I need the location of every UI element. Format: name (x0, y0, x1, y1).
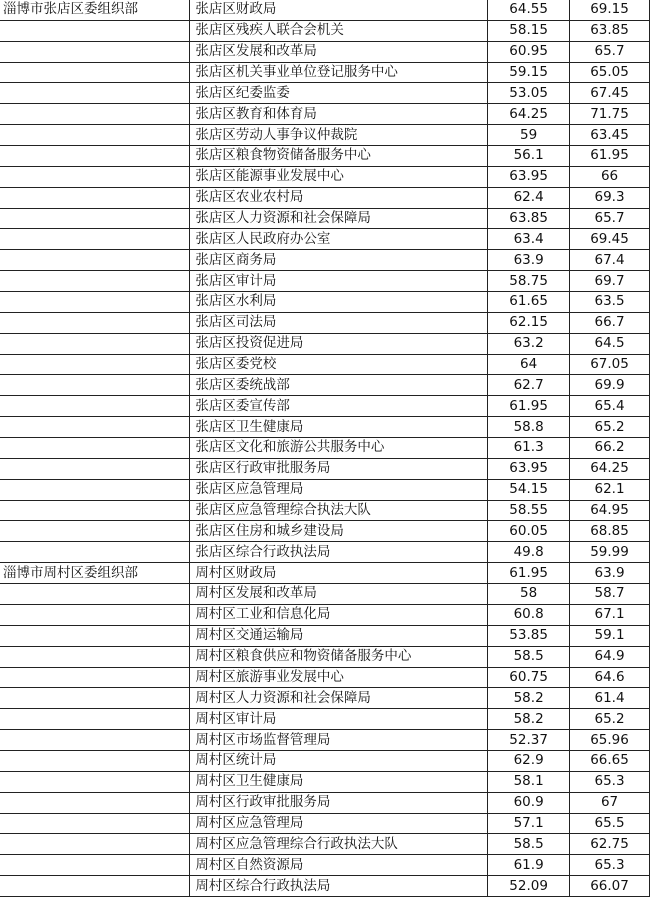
org-name-cell (0, 542, 190, 563)
score-b-cell: 65.96 (570, 730, 650, 751)
table-row (0, 584, 650, 605)
org-name-cell (0, 312, 190, 333)
table-row (0, 646, 650, 667)
org-name-cell (0, 396, 190, 417)
score-b-cell: 67.05 (570, 354, 650, 375)
org-name-cell (0, 62, 190, 83)
score-a-cell: 61.9 (488, 855, 570, 876)
score-a-cell: 63.4 (488, 229, 570, 250)
table-row (0, 438, 650, 459)
department-cell: 周村区粮食供应和物资储备服务中心 (190, 646, 488, 667)
table-row (0, 125, 650, 146)
department-cell: 张店区人力资源和社会保障局 (190, 208, 488, 229)
table-row (0, 730, 650, 751)
table-row (0, 375, 650, 396)
score-a-cell: 58.2 (488, 688, 570, 709)
department-cell: 周村区发展和改革局 (190, 584, 488, 605)
department-cell: 张店区水利局 (190, 292, 488, 313)
table-row (0, 146, 650, 167)
table-row (0, 813, 650, 834)
department-cell: 张店区教育和体育局 (190, 104, 488, 125)
table-row (0, 771, 650, 792)
org-name-cell (0, 208, 190, 229)
org-name-cell (0, 333, 190, 354)
table-row (0, 250, 650, 271)
department-cell: 张店区审计局 (190, 271, 488, 292)
score-a-cell: 52.37 (488, 730, 570, 751)
table-row (0, 417, 650, 438)
department-cell: 张店区人民政府办公室 (190, 229, 488, 250)
score-a-cell: 63.95 (488, 166, 570, 187)
score-a-cell: 58.2 (488, 709, 570, 730)
score-a-cell: 62.15 (488, 312, 570, 333)
score-a-cell: 53.05 (488, 83, 570, 104)
table-row (0, 688, 650, 709)
score-b-cell: 67 (570, 792, 650, 813)
score-b-cell: 63.85 (570, 20, 650, 41)
score-b-cell: 66.65 (570, 750, 650, 771)
score-a-cell: 63.95 (488, 458, 570, 479)
table-row (0, 312, 650, 333)
score-b-cell: 71.75 (570, 104, 650, 125)
score-a-cell: 62.4 (488, 187, 570, 208)
org-name-cell (0, 271, 190, 292)
score-b-cell: 65.3 (570, 855, 650, 876)
table-row (0, 479, 650, 500)
org-name-cell (0, 834, 190, 855)
org-name-cell (0, 417, 190, 438)
table-row (0, 41, 650, 62)
score-a-cell: 60.8 (488, 604, 570, 625)
department-cell: 周村区卫生健康局 (190, 771, 488, 792)
score-b-cell: 65.4 (570, 396, 650, 417)
score-a-cell: 63.2 (488, 333, 570, 354)
score-a-cell: 58.8 (488, 417, 570, 438)
org-name-cell (0, 855, 190, 876)
score-b-cell: 64.5 (570, 333, 650, 354)
department-cell: 周村区审计局 (190, 709, 488, 730)
score-a-cell: 61.3 (488, 438, 570, 459)
org-name-cell (0, 709, 190, 730)
department-cell: 张店区应急管理局 (190, 479, 488, 500)
org-name-cell (0, 104, 190, 125)
score-a-cell: 63.9 (488, 250, 570, 271)
score-b-cell: 66.07 (570, 876, 650, 897)
score-a-cell: 64.25 (488, 104, 570, 125)
score-a-cell: 64 (488, 354, 570, 375)
department-cell: 周村区自然资源局 (190, 855, 488, 876)
table-row (0, 834, 650, 855)
score-b-cell: 59.1 (570, 625, 650, 646)
department-cell: 张店区劳动人事争议仲裁院 (190, 125, 488, 146)
table-row (0, 521, 650, 542)
score-a-cell: 58.15 (488, 20, 570, 41)
department-cell: 周村区交通运输局 (190, 625, 488, 646)
org-name-cell (0, 813, 190, 834)
org-name-cell (0, 771, 190, 792)
org-name-cell (0, 20, 190, 41)
org-name-cell (0, 792, 190, 813)
table-row (0, 542, 650, 563)
table-row (0, 855, 650, 876)
score-b-cell: 63.45 (570, 125, 650, 146)
score-b-cell: 64.6 (570, 667, 650, 688)
table-row (0, 750, 650, 771)
org-name-cell (0, 521, 190, 542)
score-b-cell: 59.99 (570, 542, 650, 563)
score-a-cell: 53.85 (488, 625, 570, 646)
score-a-cell: 56.1 (488, 146, 570, 167)
table-row (0, 20, 650, 41)
table-row (0, 396, 650, 417)
score-b-cell: 64.9 (570, 646, 650, 667)
org-name-cell (0, 292, 190, 313)
org-name-cell: 淄博市周村区委组织部 (0, 563, 190, 584)
score-b-cell: 63.9 (570, 563, 650, 584)
table-row (0, 354, 650, 375)
department-cell: 张店区文化和旅游公共服务中心 (190, 438, 488, 459)
score-a-cell: 52.09 (488, 876, 570, 897)
score-b-cell: 64.95 (570, 500, 650, 521)
department-cell: 张店区行政审批服务局 (190, 458, 488, 479)
department-cell: 张店区农业农村局 (190, 187, 488, 208)
org-name-cell: 淄博市张店区委组织部 (0, 0, 190, 20)
score-b-cell: 68.85 (570, 521, 650, 542)
org-name-cell (0, 604, 190, 625)
table-row (0, 604, 650, 625)
department-cell: 周村区人力资源和社会保障局 (190, 688, 488, 709)
department-cell: 周村区财政局 (190, 563, 488, 584)
department-cell: 张店区投资促进局 (190, 333, 488, 354)
table-row (0, 292, 650, 313)
table-row (0, 83, 650, 104)
score-a-cell: 62.7 (488, 375, 570, 396)
score-a-cell: 58.1 (488, 771, 570, 792)
department-cell: 张店区发展和改革局 (190, 41, 488, 62)
score-a-cell: 60.05 (488, 521, 570, 542)
org-name-cell (0, 375, 190, 396)
score-a-cell: 58.55 (488, 500, 570, 521)
table-row (0, 166, 650, 187)
table-row (0, 667, 650, 688)
table-row (0, 104, 650, 125)
department-cell: 周村区应急管理综合行政执法大队 (190, 834, 488, 855)
department-cell: 周村区综合行政执法局 (190, 876, 488, 897)
score-b-cell: 61.95 (570, 146, 650, 167)
score-a-cell: 59 (488, 125, 570, 146)
table-row (0, 229, 650, 250)
department-cell: 张店区综合行政执法局 (190, 542, 488, 563)
score-b-cell: 65.05 (570, 62, 650, 83)
department-cell: 张店区能源事业发展中心 (190, 166, 488, 187)
table-row (0, 333, 650, 354)
score-b-cell: 66.7 (570, 312, 650, 333)
org-name-cell (0, 730, 190, 751)
score-b-cell: 66 (570, 166, 650, 187)
score-b-cell: 65.2 (570, 417, 650, 438)
department-cell: 张店区卫生健康局 (190, 417, 488, 438)
org-name-cell (0, 646, 190, 667)
department-cell: 张店区财政局 (190, 0, 488, 20)
org-name-cell (0, 229, 190, 250)
org-name-cell (0, 250, 190, 271)
table-row (0, 0, 650, 20)
department-cell: 张店区司法局 (190, 312, 488, 333)
org-name-cell (0, 83, 190, 104)
score-a-cell: 58 (488, 584, 570, 605)
department-cell: 张店区纪委监委 (190, 83, 488, 104)
score-b-cell: 69.45 (570, 229, 650, 250)
score-a-cell: 61.95 (488, 563, 570, 584)
table-row (0, 709, 650, 730)
table-row (0, 271, 650, 292)
table-row (0, 208, 650, 229)
score-a-cell: 61.65 (488, 292, 570, 313)
department-cell: 张店区住房和城乡建设局 (190, 521, 488, 542)
score-b-cell: 64.25 (570, 458, 650, 479)
org-name-cell (0, 438, 190, 459)
org-name-cell (0, 500, 190, 521)
score-b-cell: 62.1 (570, 479, 650, 500)
score-b-cell: 63.5 (570, 292, 650, 313)
score-a-cell: 59.15 (488, 62, 570, 83)
org-name-cell (0, 688, 190, 709)
score-a-cell: 60.9 (488, 792, 570, 813)
score-a-cell: 60.95 (488, 41, 570, 62)
department-cell: 张店区粮食物资储备服务中心 (190, 146, 488, 167)
department-cell: 周村区工业和信息化局 (190, 604, 488, 625)
department-cell: 张店区机关事业单位登记服务中心 (190, 62, 488, 83)
score-b-cell: 69.9 (570, 375, 650, 396)
org-name-cell (0, 750, 190, 771)
department-cell: 周村区行政审批服务局 (190, 792, 488, 813)
score-b-cell: 66.2 (570, 438, 650, 459)
score-b-cell: 58.7 (570, 584, 650, 605)
score-b-cell: 62.75 (570, 834, 650, 855)
score-a-cell: 60.75 (488, 667, 570, 688)
table-row (0, 62, 650, 83)
score-b-cell: 65.2 (570, 709, 650, 730)
org-name-cell (0, 146, 190, 167)
table-row (0, 792, 650, 813)
department-cell: 张店区委宣传部 (190, 396, 488, 417)
table-row (0, 563, 650, 584)
org-name-cell (0, 479, 190, 500)
score-a-cell: 58.5 (488, 646, 570, 667)
score-b-cell: 67.1 (570, 604, 650, 625)
department-cell: 张店区应急管理综合执法大队 (190, 500, 488, 521)
score-a-cell: 58.75 (488, 271, 570, 292)
table-row (0, 458, 650, 479)
department-cell: 周村区应急管理局 (190, 813, 488, 834)
score-a-cell: 57.1 (488, 813, 570, 834)
org-name-cell (0, 41, 190, 62)
score-b-cell: 65.7 (570, 41, 650, 62)
org-name-cell (0, 125, 190, 146)
table-row (0, 625, 650, 646)
score-a-cell: 49.8 (488, 542, 570, 563)
score-b-cell: 65.7 (570, 208, 650, 229)
org-name-cell (0, 354, 190, 375)
department-cell: 张店区委党校 (190, 354, 488, 375)
score-b-cell: 69.3 (570, 187, 650, 208)
score-a-cell: 61.95 (488, 396, 570, 417)
table-row (0, 500, 650, 521)
score-a-cell: 54.15 (488, 479, 570, 500)
score-b-cell: 67.4 (570, 250, 650, 271)
org-name-cell (0, 458, 190, 479)
department-cell: 周村区市场监督管理局 (190, 730, 488, 751)
org-name-cell (0, 584, 190, 605)
score-b-cell: 61.4 (570, 688, 650, 709)
table-row (0, 876, 650, 897)
org-name-cell (0, 625, 190, 646)
score-a-cell: 63.85 (488, 208, 570, 229)
table-row (0, 187, 650, 208)
department-cell: 张店区残疾人联合会机关 (190, 20, 488, 41)
score-b-cell: 69.7 (570, 271, 650, 292)
department-cell: 周村区统计局 (190, 750, 488, 771)
department-cell: 周村区旅游事业发展中心 (190, 667, 488, 688)
org-name-cell (0, 166, 190, 187)
score-b-cell: 65.3 (570, 771, 650, 792)
department-cell: 张店区委统战部 (190, 375, 488, 396)
org-name-cell (0, 187, 190, 208)
org-name-cell (0, 667, 190, 688)
score-a-cell: 58.5 (488, 834, 570, 855)
score-a-cell: 64.55 (488, 0, 570, 20)
department-cell: 张店区商务局 (190, 250, 488, 271)
score-a-cell: 62.9 (488, 750, 570, 771)
score-b-cell: 69.15 (570, 0, 650, 20)
score-b-cell: 67.45 (570, 83, 650, 104)
org-name-cell (0, 876, 190, 897)
score-b-cell: 65.5 (570, 813, 650, 834)
